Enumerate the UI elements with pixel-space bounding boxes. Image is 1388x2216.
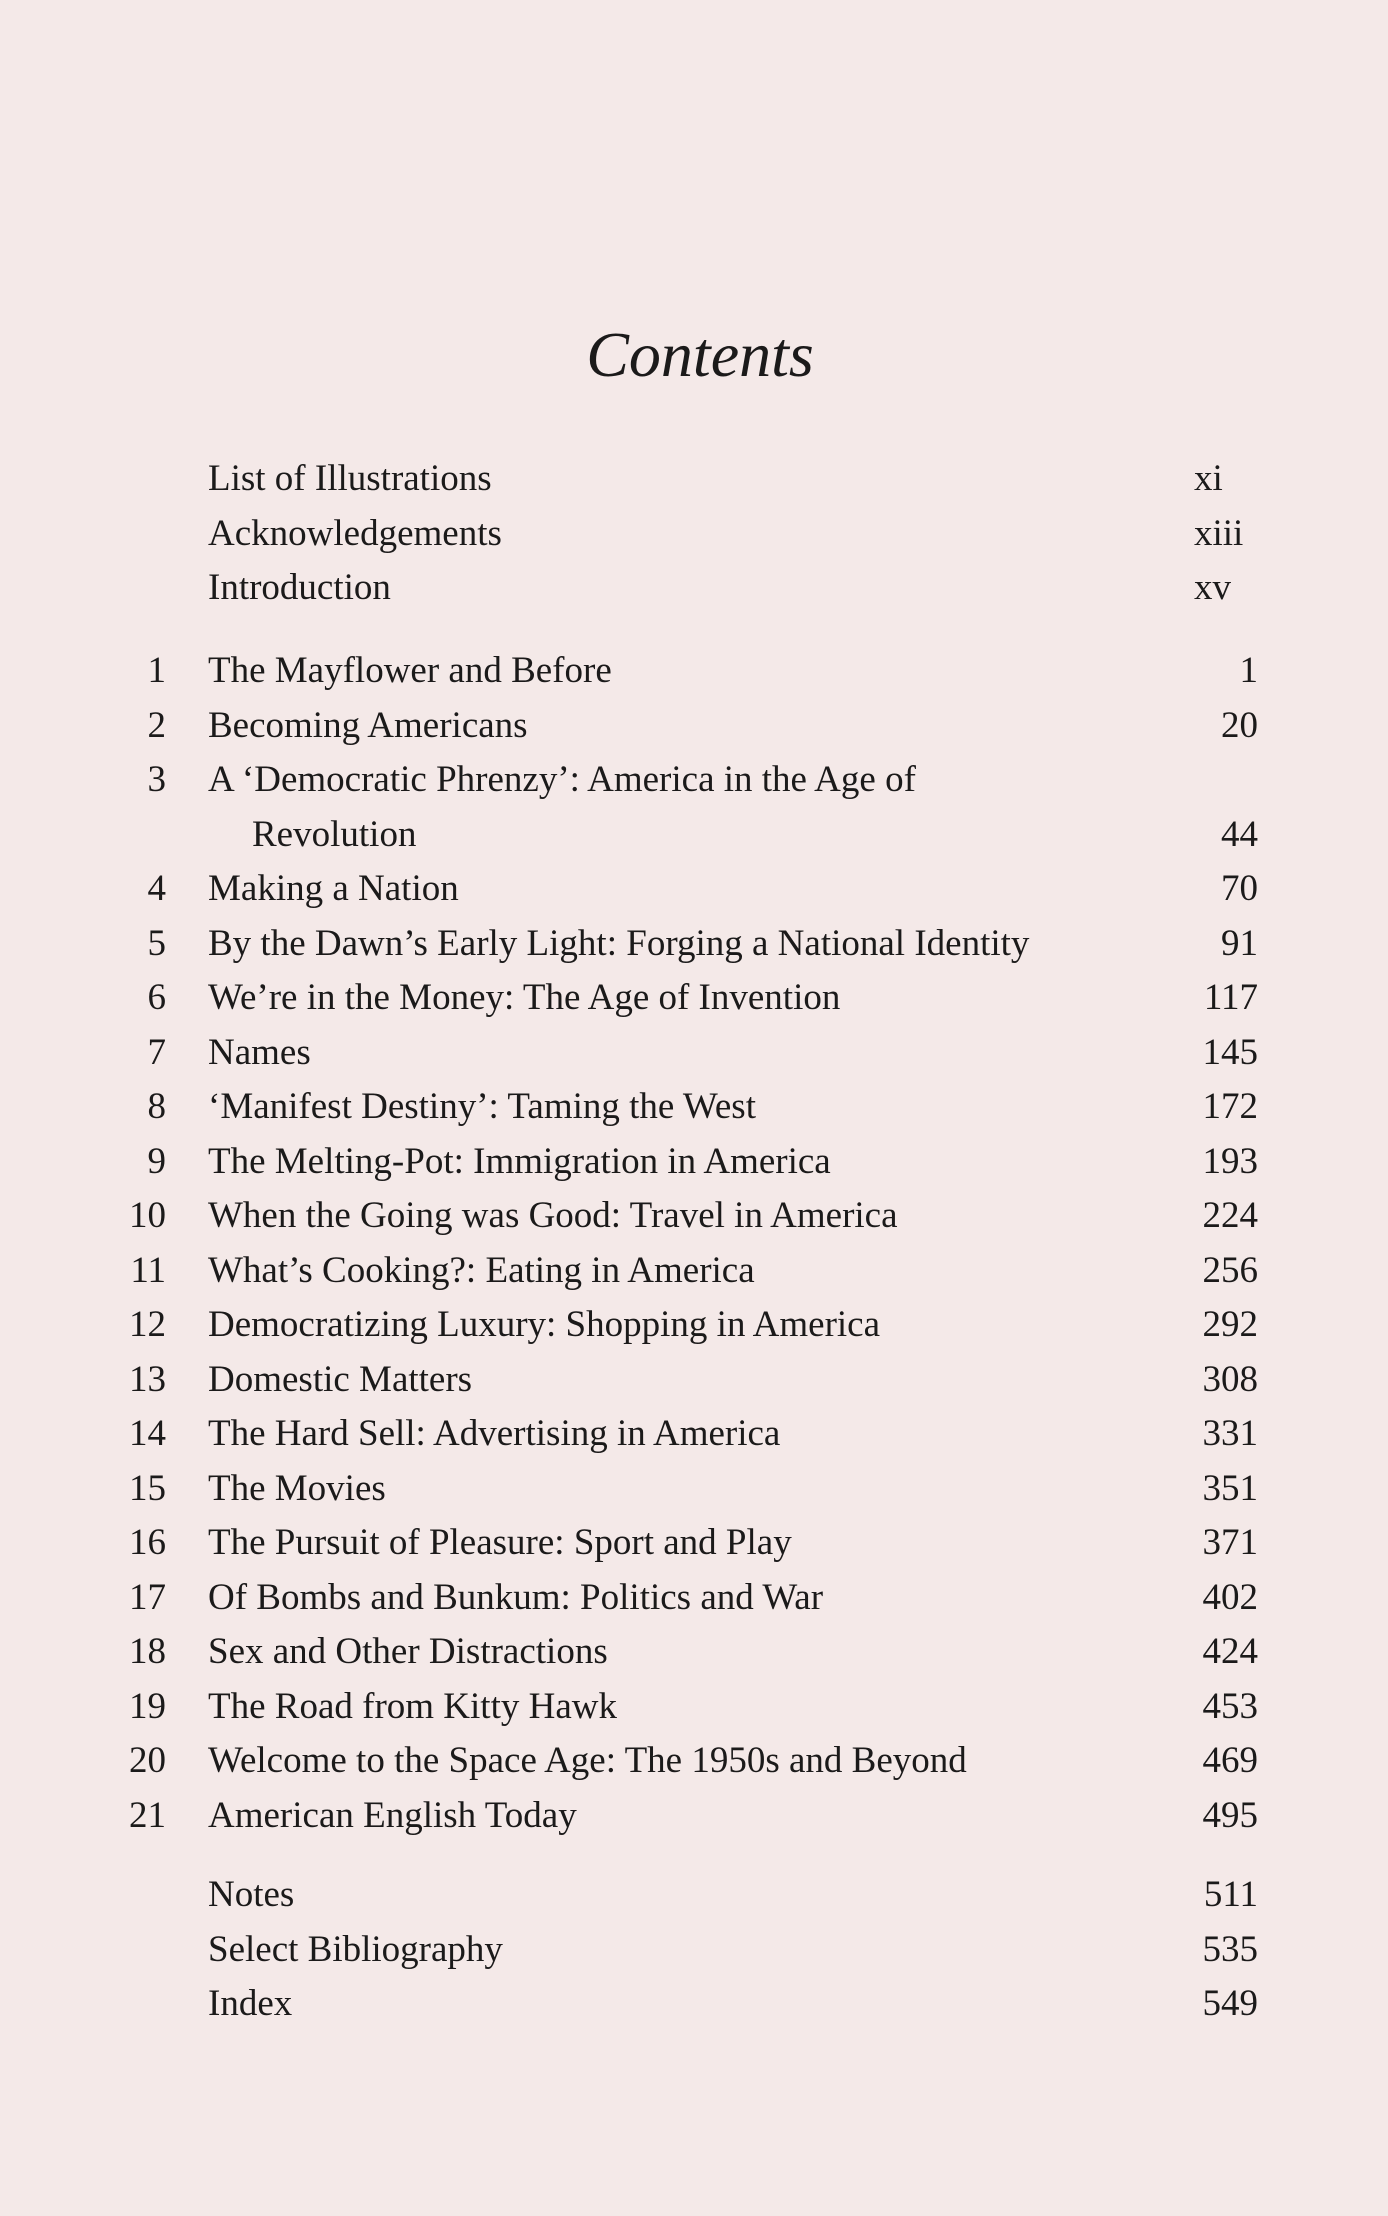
toc-entry-chapter	[0, 1080, 1388, 1134]
toc-entry-front	[0, 507, 1388, 561]
entry-title: The Road from Kitty Hawk	[208, 1685, 617, 1727]
toc-entry-back	[0, 1923, 1388, 1977]
entry-page: xv	[1194, 567, 1231, 608]
toc-entry-back	[0, 1868, 1388, 1922]
toc-entry-chapter	[0, 917, 1388, 971]
toc-entry-chapter	[0, 1789, 1388, 1843]
entry-page: 402	[1202, 1576, 1258, 1618]
toc-entry-chapter	[0, 753, 1388, 807]
chapter-number: 2	[147, 704, 166, 746]
chapter-number: 20	[129, 1740, 166, 1781]
toc-entry-chapter	[0, 1353, 1388, 1407]
entry-title: A ‘Democratic Phrenzy’: America in the Age of	[208, 759, 916, 800]
entry-page: 193	[1202, 1140, 1258, 1182]
entry-title: Sex and Other Distractions	[208, 1631, 608, 1672]
entry-title: Select Bibliography	[208, 1928, 503, 1970]
entry-title: ‘Manifest Destiny’: Taming the West	[208, 1086, 756, 1127]
chapter-number: 12	[129, 1304, 166, 1345]
chapter-number: 6	[147, 977, 166, 1018]
toc-entry-chapter	[0, 971, 1388, 1025]
chapter-number: 17	[129, 1576, 166, 1618]
page-title: Contents	[586, 319, 814, 390]
chapter-number: 18	[129, 1631, 166, 1672]
entry-title: American English Today	[208, 1794, 577, 1836]
entry-title: Acknowledgements	[208, 512, 502, 554]
entry-page: 172	[1202, 1086, 1258, 1127]
toc-entry-front	[0, 561, 1388, 615]
chapter-number: 19	[129, 1685, 166, 1727]
entry-page: 535	[1202, 1928, 1258, 1970]
entry-title: Welcome to the Space Age: The 1950s and Beyond	[208, 1740, 967, 1781]
chapter-number: 7	[147, 1031, 166, 1073]
toc-entry-front	[0, 452, 1388, 506]
entry-page: 511	[1203, 1874, 1258, 1915]
entry-title: Names	[208, 1031, 311, 1073]
entry-page: 469	[1202, 1740, 1258, 1781]
entry-page: 308	[1202, 1358, 1258, 1400]
toc-entry-chapter	[0, 1244, 1388, 1298]
entry-page: 145	[1202, 1031, 1258, 1073]
chapter-number: 21	[129, 1794, 166, 1836]
toc-entry-chapter	[0, 1026, 1388, 1080]
entry-page: xi	[1194, 458, 1223, 499]
chapter-number: 13	[129, 1358, 166, 1400]
toc-entry-chapter	[0, 1734, 1388, 1788]
entry-title: The Movies	[208, 1467, 386, 1509]
entry-page: 351	[1202, 1467, 1258, 1509]
toc-entry-chapter	[0, 644, 1388, 698]
entry-title: The Pursuit of Pleasure: Sport and Play	[208, 1522, 792, 1563]
toc-entry-back	[0, 1977, 1388, 2031]
entry-title: The Hard Sell: Advertising in America	[208, 1413, 781, 1454]
chapter-number: 4	[147, 868, 166, 909]
entry-page: 331	[1202, 1413, 1258, 1454]
chapter-number: 1	[147, 650, 166, 691]
toc-entry-chapter	[0, 1189, 1388, 1243]
entry-page: 117	[1203, 977, 1258, 1018]
entry-title: Index	[208, 1983, 293, 2024]
toc-entry-chapter	[0, 1298, 1388, 1352]
entry-page: 44	[1221, 813, 1258, 855]
entry-page: 371	[1202, 1522, 1258, 1563]
entry-page: 292	[1202, 1304, 1258, 1345]
chapter-number: 16	[129, 1522, 166, 1563]
entry-page: xiii	[1194, 512, 1244, 554]
toc-entry-chapter	[0, 1625, 1388, 1679]
chapter-number: 9	[147, 1140, 166, 1182]
toc-entry-chapter	[0, 1516, 1388, 1570]
toc-entry-chapter	[0, 1135, 1388, 1189]
toc-entry-chapter	[0, 1571, 1388, 1625]
entry-title: By the Dawn’s Early Light: Forging a National Identity	[208, 922, 1030, 964]
entry-title: Becoming Americans	[208, 704, 528, 746]
entry-title: The Melting-Pot: Immigration in America	[208, 1140, 831, 1182]
entry-title: Democratizing Luxury: Shopping in America	[208, 1304, 881, 1345]
chapter-number: 10	[129, 1195, 166, 1236]
entry-title: Of Bombs and Bunkum: Politics and War	[208, 1576, 824, 1618]
entry-page: 70	[1221, 868, 1258, 909]
entry-page: 549	[1202, 1983, 1258, 2024]
toc-entry-chapter	[0, 862, 1388, 916]
entry-page: 424	[1202, 1631, 1258, 1672]
toc-entry-chapter	[0, 699, 1388, 753]
toc-entry-chapter	[0, 1462, 1388, 1516]
entry-page: 224	[1202, 1195, 1258, 1236]
entry-title: We’re in the Money: The Age of Invention	[208, 977, 841, 1018]
entry-title-continued: Revolution	[252, 813, 417, 855]
entry-title: What’s Cooking?: Eating in America	[208, 1249, 755, 1291]
entry-page: 1	[1239, 650, 1258, 691]
entry-title: List of Illustrations	[208, 458, 492, 499]
entry-page: 20	[1221, 704, 1258, 746]
toc-entry-chapter	[0, 1407, 1388, 1461]
entry-title: Introduction	[208, 567, 391, 608]
chapter-number: 11	[130, 1249, 166, 1291]
chapter-number: 8	[147, 1086, 166, 1127]
chapter-number: 15	[129, 1467, 166, 1509]
entry-title: Domestic Matters	[208, 1358, 473, 1400]
toc-entry-continuation	[0, 808, 1388, 862]
toc-entry-chapter	[0, 1680, 1388, 1734]
chapter-number: 5	[147, 922, 166, 964]
chapter-number: 3	[147, 759, 166, 800]
entry-title: Making a Nation	[208, 868, 459, 909]
chapter-number: 14	[129, 1413, 166, 1454]
entry-page: 256	[1202, 1249, 1258, 1291]
entry-title: Notes	[208, 1874, 295, 1915]
entry-title: The Mayflower and Before	[208, 650, 612, 691]
entry-page: 495	[1202, 1794, 1258, 1836]
entry-title: When the Going was Good: Travel in America	[208, 1195, 898, 1236]
entry-page: 453	[1202, 1685, 1258, 1727]
entry-page: 91	[1221, 922, 1258, 964]
